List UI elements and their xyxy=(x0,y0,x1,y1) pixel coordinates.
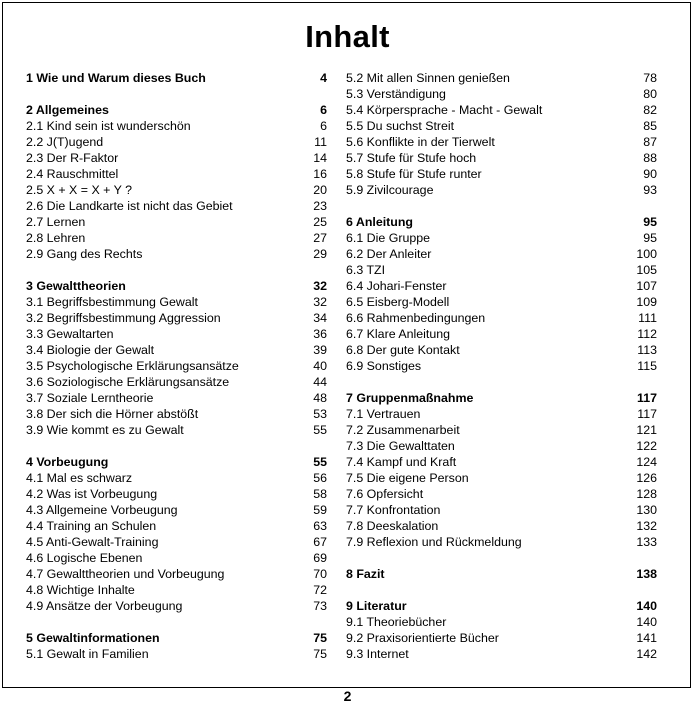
toc-section-entry xyxy=(346,326,657,342)
toc-entry-page: 11 xyxy=(314,135,327,149)
toc-section-entry xyxy=(26,534,327,550)
toc-entry-title: 2.2 J(T)ugend xyxy=(26,135,104,149)
toc-entry-title: 3.5 Psychologische Erklärungsansätze xyxy=(26,359,239,373)
toc-section-entry xyxy=(346,246,657,262)
toc-section-entry xyxy=(346,134,657,150)
toc-entry-title: 4.7 Gewalttheorien und Vorbeugung xyxy=(26,567,225,581)
toc-section-entry xyxy=(346,406,657,422)
toc-entry-title: 4.6 Logische Ebenen xyxy=(26,551,143,565)
toc-section-entry xyxy=(26,310,327,326)
toc-entry-title: 4.1 Mal es schwarz xyxy=(26,471,133,485)
toc-entry-title: 3.8 Der sich die Hörner abstößt xyxy=(26,407,199,421)
toc-entry-title: 7.3 Die Gewalttaten xyxy=(346,439,455,453)
toc-section-entry xyxy=(346,102,657,118)
toc-entry-page: 6 xyxy=(320,103,327,117)
toc-section-entry xyxy=(346,502,657,518)
toc-entry-page: 20 xyxy=(313,183,327,197)
toc-entry-page: 32 xyxy=(313,295,327,309)
toc-entry-page: 72 xyxy=(313,583,327,597)
toc-entry-page: 78 xyxy=(643,71,657,85)
toc-section-entry xyxy=(346,438,657,454)
toc-section-entry xyxy=(346,310,657,326)
toc-entry-title: 2.9 Gang des Rechts xyxy=(26,247,143,261)
toc-entry-page: 67 xyxy=(313,535,327,549)
toc-entry-title: 3.6 Soziologische Erklärungsansätze xyxy=(26,375,230,389)
toc-section-entry xyxy=(26,214,327,230)
toc-entry-title: 4.2 Was ist Vorbeugung xyxy=(26,487,158,501)
toc-section-entry xyxy=(346,342,657,358)
toc-entry-page: 6 xyxy=(320,119,327,133)
toc-entry-title: 5.7 Stufe für Stufe hoch xyxy=(346,151,477,165)
toc-section-entry xyxy=(26,502,327,518)
toc-entry-title: 7.6 Opfersicht xyxy=(346,487,424,501)
toc-entry-title: 2.4 Rauschmittel xyxy=(26,167,119,181)
toc-entry-title: 5.2 Mit allen Sinnen genießen xyxy=(346,71,510,85)
toc-entry-title: 5.1 Gewalt in Familien xyxy=(26,647,149,661)
toc-entry-page: 113 xyxy=(637,343,657,357)
toc-entry-title: 5.8 Stufe für Stufe runter xyxy=(346,167,482,181)
toc-chapter-entry xyxy=(26,102,327,118)
toc-entry-page: 70 xyxy=(313,567,327,581)
toc-entry-page: 133 xyxy=(636,535,657,549)
toc-entry-page: 34 xyxy=(313,311,327,325)
toc-entry-page: 95 xyxy=(643,215,657,229)
toc-entry-title: 7.1 Vertrauen xyxy=(346,407,421,421)
toc-entry-title: 4.9 Ansätze der Vorbeugung xyxy=(26,599,183,613)
toc-entry-page: 36 xyxy=(313,327,327,341)
toc-section-entry xyxy=(26,550,327,566)
toc-section-entry xyxy=(26,390,327,406)
toc-section-entry xyxy=(26,470,327,486)
toc-section-entry xyxy=(346,470,657,486)
toc-entry-page: 138 xyxy=(636,567,657,581)
toc-entry-page: 14 xyxy=(313,151,327,165)
toc-entry-title: 5 Gewaltinformationen xyxy=(26,631,160,645)
toc-entry-title: 8 Fazit xyxy=(346,567,385,581)
toc-entry-page: 32 xyxy=(313,279,327,293)
toc-entry-title: 7.7 Konfrontation xyxy=(346,503,441,517)
toc-section-entry xyxy=(26,118,327,134)
toc-entry-title: 3.1 Begriffsbestimmung Gewalt xyxy=(26,295,198,309)
toc-entry-title: 3.3 Gewaltarten xyxy=(26,327,114,341)
toc-entry-page: 4 xyxy=(320,71,327,85)
toc-section-entry xyxy=(346,646,657,662)
toc-entry-page: 95 xyxy=(643,231,657,245)
toc-entry-page: 107 xyxy=(636,279,657,293)
toc-section-entry xyxy=(26,294,327,310)
toc-entry-page: 69 xyxy=(313,551,327,565)
toc-section-entry xyxy=(26,182,327,198)
toc-entry-page: 117 xyxy=(637,391,657,405)
toc-entry-title: 2.3 Der R-Faktor xyxy=(26,151,119,165)
toc-entry-title: 6.8 Der gute Kontakt xyxy=(346,343,460,357)
toc-section-entry xyxy=(26,486,327,502)
toc-entry-title: 6 Anleitung xyxy=(346,215,413,229)
toc-chapter-entry xyxy=(26,454,327,470)
toc-section-entry xyxy=(26,646,327,662)
toc-entry-title: 9.2 Praxisorientierte Bücher xyxy=(346,631,499,645)
toc-section-entry xyxy=(26,150,327,166)
toc-section-entry xyxy=(346,182,657,198)
toc-entry-title: 7.9 Reflexion und Rückmeldung xyxy=(346,535,522,549)
toc-section-entry xyxy=(346,534,657,550)
toc-entry-page: 115 xyxy=(637,359,657,373)
toc-section-entry xyxy=(26,598,327,614)
toc-entry-title: 6.7 Klare Anleitung xyxy=(346,327,451,341)
toc-section-entry xyxy=(346,70,657,86)
toc-section-entry xyxy=(346,486,657,502)
toc-entry-title: 1 Wie und Warum dieses Buch xyxy=(26,71,206,85)
toc-section-entry xyxy=(346,614,657,630)
toc-entry-title: 2.7 Lernen xyxy=(26,215,86,229)
toc-entry-page: 100 xyxy=(636,247,657,261)
toc-section-entry xyxy=(346,422,657,438)
toc-entry-title: 2.8 Lehren xyxy=(26,231,86,245)
toc-chapter-entry xyxy=(26,278,327,294)
toc-section-entry xyxy=(26,374,327,390)
toc-entry-title: 6.9 Sonstiges xyxy=(346,359,422,373)
toc-entry-title: 5.9 Zivilcourage xyxy=(346,183,434,197)
toc-entry-page: 130 xyxy=(636,503,657,517)
toc-section-entry xyxy=(346,518,657,534)
toc-entry-title: 7.5 Die eigene Person xyxy=(346,471,469,485)
toc-section-entry xyxy=(346,358,657,374)
toc-entry-title: 7.8 Deeskalation xyxy=(346,519,439,533)
toc-entry-title: 6.2 Der Anleiter xyxy=(346,247,432,261)
toc-entry-page: 23 xyxy=(313,199,327,213)
toc-entry-page: 82 xyxy=(643,103,657,117)
toc-entry-page: 93 xyxy=(643,183,657,197)
toc-entry-page: 44 xyxy=(313,375,327,389)
toc-entry-page: 29 xyxy=(313,247,327,261)
toc-chapter-entry xyxy=(346,390,657,406)
toc-entry-page: 75 xyxy=(313,631,327,645)
toc-entry-page: 140 xyxy=(636,615,657,629)
toc-entry-title: 3.4 Biologie der Gewalt xyxy=(26,343,155,357)
toc-entry-title: 6.4 Johari-Fenster xyxy=(346,279,447,293)
toc-entry-page: 126 xyxy=(636,471,657,485)
toc-section-entry xyxy=(26,246,327,262)
toc-entry-page: 109 xyxy=(636,295,657,309)
toc-entry-title: 9.3 Internet xyxy=(346,647,409,661)
toc-entry-title: 4.5 Anti-Gewalt-Training xyxy=(26,535,159,549)
page-title: Inhalt xyxy=(305,19,390,54)
toc-entry-page: 122 xyxy=(636,439,657,453)
toc-section-entry xyxy=(346,166,657,182)
toc-entry-page: 140 xyxy=(636,599,657,613)
toc-entry-title: 4.8 Wichtige Inhalte xyxy=(26,583,135,597)
toc-entry-title: 3 Gewalttheorien xyxy=(26,279,126,293)
toc-entry-title: 6.6 Rahmenbedingungen xyxy=(346,311,486,325)
toc-section-entry xyxy=(26,406,327,422)
toc-section-entry xyxy=(26,326,327,342)
toc-entry-title: 3.7 Soziale Lerntheorie xyxy=(26,391,154,405)
toc-entry-page: 16 xyxy=(313,167,327,181)
toc-entry-page: 48 xyxy=(313,391,327,405)
toc-entry-title: 5.5 Du suchst Streit xyxy=(346,119,455,133)
toc-column-right xyxy=(346,70,657,662)
toc-entry-page: 111 xyxy=(638,311,657,325)
toc-entry-title: 2.1 Kind sein ist wunderschön xyxy=(26,119,191,133)
toc-entry-title: 6.3 TZI xyxy=(346,263,386,277)
toc-entry-page: 27 xyxy=(313,231,327,245)
toc-entry-page: 117 xyxy=(637,407,657,421)
toc-section-entry xyxy=(26,422,327,438)
toc-entry-page: 105 xyxy=(636,263,657,277)
toc-section-entry xyxy=(346,86,657,102)
toc-entry-title: 5.3 Verständigung xyxy=(346,87,446,101)
toc-entry-title: 5.6 Konflikte in der Tierwelt xyxy=(346,135,495,149)
toc-section-entry xyxy=(26,566,327,582)
toc-entry-page: 56 xyxy=(313,471,327,485)
toc-section-entry xyxy=(346,118,657,134)
toc-entry-page: 87 xyxy=(643,135,657,149)
toc-entry-title: 6.5 Eisberg-Modell xyxy=(346,295,450,309)
toc-section-entry xyxy=(346,230,657,246)
toc-entry-title: 3.9 Wie kommt es zu Gewalt xyxy=(26,423,184,437)
toc-section-entry xyxy=(26,518,327,534)
toc-entry-title: 2 Allgemeines xyxy=(26,103,109,117)
toc-entry-page: 88 xyxy=(643,151,657,165)
toc-section-entry xyxy=(26,230,327,246)
toc-section-entry xyxy=(346,630,657,646)
toc-section-entry xyxy=(26,358,327,374)
toc-entry-title: 6.1 Die Gruppe xyxy=(346,231,431,245)
toc-entry-title: 7.4 Kampf und Kraft xyxy=(346,455,457,469)
toc-entry-page: 142 xyxy=(636,647,657,661)
toc-section-entry xyxy=(346,150,657,166)
toc-entry-page: 39 xyxy=(313,343,327,357)
toc-entry-title: 3.2 Begriffsbestimmung Aggression xyxy=(26,311,221,325)
toc-entry-page: 121 xyxy=(636,423,657,437)
toc-section-entry xyxy=(346,278,657,294)
toc-chapter-entry xyxy=(346,598,657,614)
toc-entry-page: 40 xyxy=(313,359,327,373)
toc-entry-page: 85 xyxy=(643,119,657,133)
toc-chapter-entry xyxy=(26,70,327,86)
toc-entry-title: 4.3 Allgemeine Vorbeugung xyxy=(26,503,178,517)
toc-chapter-entry xyxy=(346,214,657,230)
toc-entry-page: 73 xyxy=(313,599,327,613)
toc-entry-title: 9.1 Theoriebücher xyxy=(346,615,447,629)
toc-entry-page: 124 xyxy=(636,455,657,469)
toc-entry-page: 59 xyxy=(313,503,327,517)
toc-entry-page: 75 xyxy=(313,647,327,661)
toc-section-entry xyxy=(26,582,327,598)
toc-entry-page: 90 xyxy=(643,167,657,181)
toc-entry-page: 55 xyxy=(313,455,327,469)
toc-entry-page: 80 xyxy=(643,87,657,101)
toc-chapter-entry xyxy=(26,630,327,646)
toc-section-entry xyxy=(26,198,327,214)
toc-entry-page: 112 xyxy=(637,327,657,341)
toc-entry-page: 128 xyxy=(636,487,657,501)
page-number: 2 xyxy=(343,688,352,704)
toc-entry-title: 2.6 Die Landkarte ist nicht das Gebiet xyxy=(26,199,233,213)
toc-chapter-entry xyxy=(346,566,657,582)
toc-entry-title: 7.2 Zusammenarbeit xyxy=(346,423,460,437)
toc-section-entry xyxy=(26,134,327,150)
toc-entry-page: 58 xyxy=(313,487,327,501)
toc-entry-title: 9 Literatur xyxy=(346,599,407,613)
toc-entry-title: 2.5 X + X = X + Y ? xyxy=(26,183,132,197)
toc-section-entry xyxy=(26,166,327,182)
toc-section-entry xyxy=(346,454,657,470)
toc-section-entry xyxy=(26,342,327,358)
toc-entry-page: 25 xyxy=(313,215,327,229)
toc-entry-title: 4.4 Training an Schulen xyxy=(26,519,157,533)
toc-entry-title: 5.4 Körpersprache - Macht - Gewalt xyxy=(346,103,543,117)
toc-column-left xyxy=(26,70,327,662)
toc-entry-title: 4 Vorbeugung xyxy=(26,455,109,469)
toc-entry-page: 63 xyxy=(313,519,327,533)
toc-entry-page: 132 xyxy=(636,519,657,533)
toc-entry-page: 53 xyxy=(313,407,327,421)
toc-section-entry xyxy=(346,262,657,278)
toc-entry-page: 55 xyxy=(313,423,327,437)
toc-section-entry xyxy=(346,294,657,310)
toc-entry-page: 141 xyxy=(636,631,657,645)
toc-entry-title: 7 Gruppenmaßnahme xyxy=(346,391,474,405)
